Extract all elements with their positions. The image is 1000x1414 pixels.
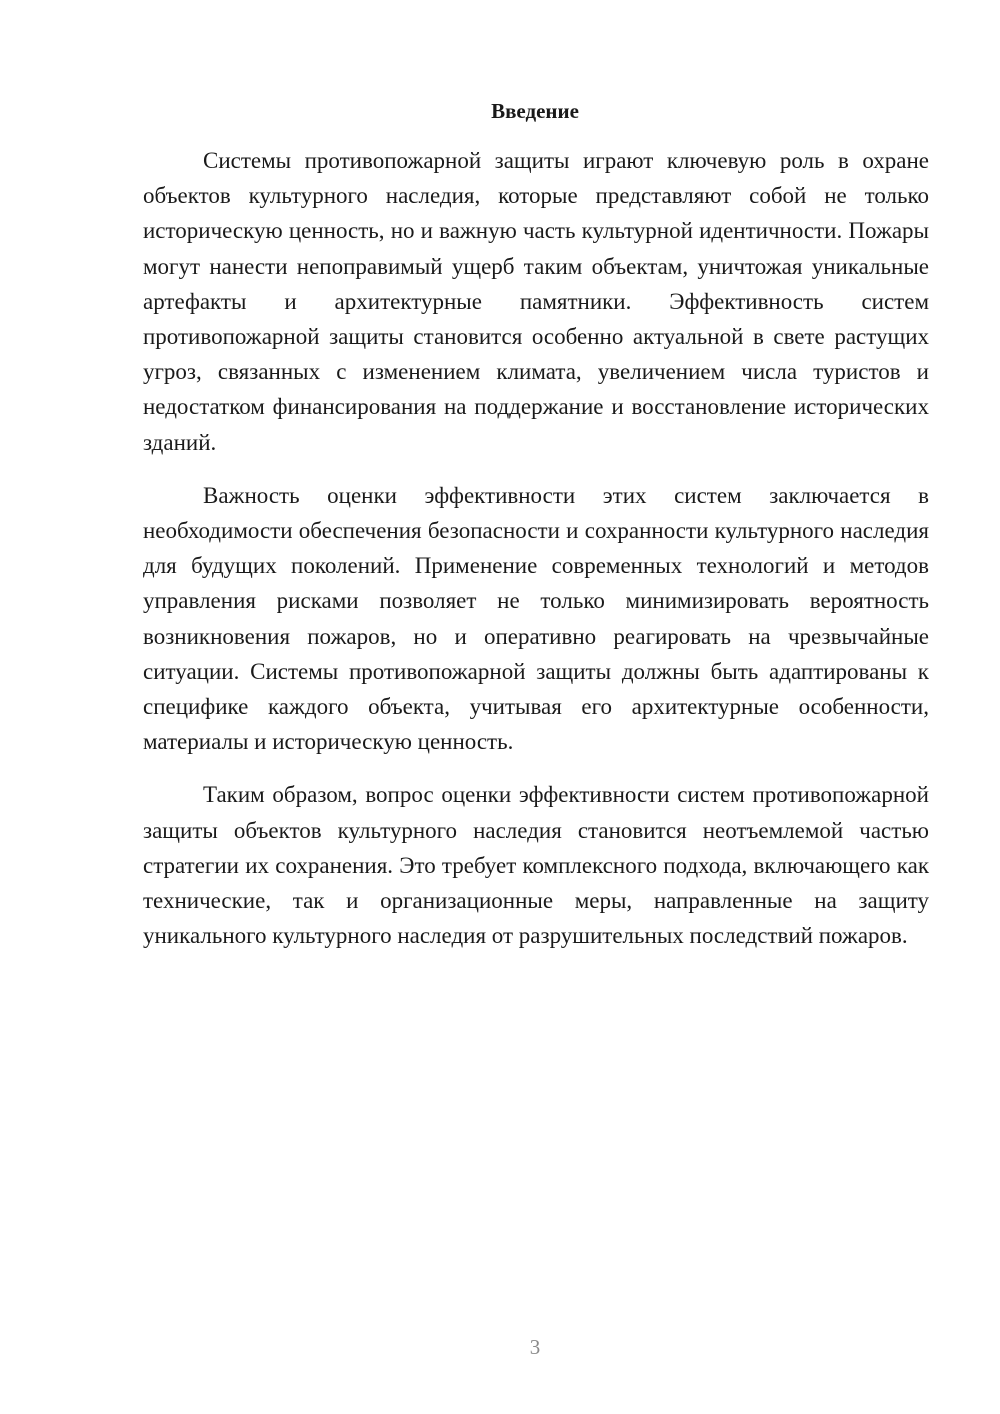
page-number: 3 — [529, 1335, 541, 1359]
paragraph-3: Таким образом, вопрос оценки эффективности систем противопожарной защиты объектов культурного наследия становится неотъемлемой частью стратегии их сохранения. Это требует комплексного подхода, включающего как технические, так и организационные меры, направленные на защиту уникального культурного наследия от разрушительных последствий пожаров. — [143, 782, 929, 949]
paragraph-2: Важность оценки эффективности этих систем заключается в необходимости обеспечения безопасности и сохранности культурного наследия для будущих поколений. Применение современных технологий и методов управления рисками позволяет не только минимизировать вероятность возникновения пожаров, но и оперативно реагировать на чрезвычайные ситуации. Системы противопожарной защиты должны быть адаптированы к специфике каждого объекта, учитывая его архитектурные особенности, материалы и историческую ценность. — [143, 482, 929, 755]
body-text — [143, 143, 929, 971]
section-heading: Введение — [491, 99, 579, 123]
paragraph-1: Системы противопожарной защиты играют ключевую роль в охране объектов культурного наследия, которые представляют собой не только историческую ценность, но и важную часть культурной идентичности. Пожары могут нанести непоправимый ущерб таким объектам, уничтожая уникальные артефакты и архитектурные памятники. Эффективность систем противопожарной защиты становится особенно актуальной в свете растущих угроз, связанных с изменением климата, увеличением числа туристов и недостатком финансирования на поддержание и восстановление исторических зданий. — [143, 148, 929, 455]
